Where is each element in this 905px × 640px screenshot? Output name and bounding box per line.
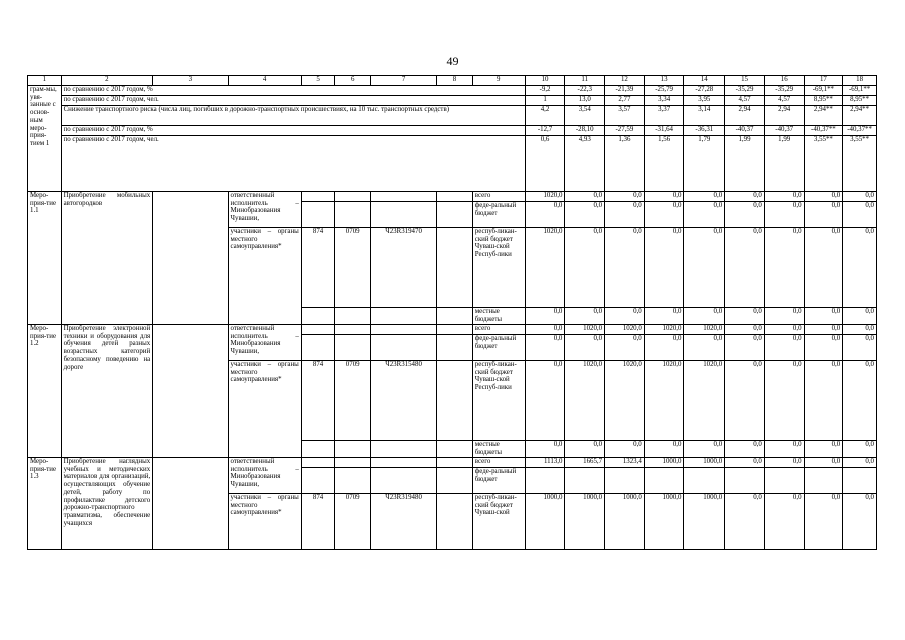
participants: участники – органы местного самоуправления*	[228, 494, 301, 550]
funding-value: 1020,0	[684, 325, 725, 335]
funding-value: 0,0	[843, 441, 877, 458]
indicator-text: по сравнению с 2017 годом, чел.	[61, 136, 525, 192]
funding-value: 1000,0	[684, 494, 725, 550]
funding-value: 0,0	[605, 441, 645, 458]
funding-value: 0,0	[525, 335, 565, 361]
participants: участники – органы местного самоуправления*	[228, 361, 301, 458]
funding-value: 0,0	[764, 308, 804, 325]
empty-cell	[153, 192, 228, 325]
empty-cell	[371, 335, 437, 361]
empty-cell	[371, 202, 437, 228]
funding-value: 0,0	[565, 228, 605, 308]
funding-value: 0,0	[684, 228, 725, 308]
measure-name: Приобретение наглядных учебных и методических материалов для организаций, осуществляющих обучение детей, работу по профилактике детского дорожно-транспортного травматизма, обеспечение учащихся	[61, 458, 153, 550]
funding-value: 0,0	[804, 494, 843, 550]
funding-value: 0,0	[764, 228, 804, 308]
section-code: 0709	[335, 494, 371, 550]
indicator-value: 2,94**	[843, 106, 877, 126]
funding-value: 0,0	[843, 202, 877, 228]
indicator-value: -28,10	[565, 126, 605, 136]
funding-value: 0,0	[843, 192, 877, 202]
grbs-code: 874	[301, 361, 335, 441]
funding-value: 0,0	[565, 308, 605, 325]
empty-cell	[335, 202, 371, 228]
empty-cell	[301, 441, 335, 458]
indicator-value: 3,55**	[804, 136, 843, 192]
indicator-value: 1,56	[644, 136, 684, 192]
funding-value: 0,0	[764, 494, 804, 550]
funding-value: 0,0	[565, 441, 605, 458]
empty-cell	[804, 468, 843, 494]
indicator-value: -40,37	[725, 126, 765, 136]
empty-cell	[335, 335, 371, 361]
funding-source: респуб-ликан-ский бюджет Чуваш-ской	[472, 494, 525, 550]
funding-value: 0,0	[725, 192, 765, 202]
column-number: 9	[472, 76, 525, 86]
funding-row	[28, 192, 877, 202]
empty-cell	[437, 335, 473, 361]
empty-cell	[335, 458, 371, 468]
indicator-text: по сравнению с 2017 годом, %	[61, 126, 525, 136]
funding-value: 0,0	[804, 441, 843, 458]
funding-value: 0,0	[764, 325, 804, 335]
empty-cell	[437, 468, 473, 494]
column-number: 14	[684, 76, 725, 86]
empty-cell	[301, 202, 335, 228]
funding-value: 0,0	[764, 441, 804, 458]
indicator-text: по сравнению с 2017 годом, чел.	[61, 96, 525, 106]
funding-value: 0,0	[764, 361, 804, 441]
funding-value: 1020,0	[565, 361, 605, 441]
indicator-value: 3,55**	[843, 136, 877, 192]
funding-source: феде-ральный бюджет	[472, 202, 525, 228]
column-number: 15	[725, 76, 765, 86]
measure-label: Меро-прия-тие 1.3	[28, 458, 62, 550]
funding-value: 0,0	[644, 441, 684, 458]
empty-cell	[301, 458, 335, 468]
funding-value: 0,0	[725, 335, 765, 361]
funding-value: 0,0	[804, 192, 843, 202]
funding-value: 0,0	[804, 308, 843, 325]
funding-source: всего	[472, 458, 525, 468]
funding-value: 1000,0	[605, 494, 645, 550]
empty-cell	[301, 325, 335, 335]
funding-value: 0,0	[804, 335, 843, 361]
responsible-executor: ответственный исполнитель – Минобразования Чувашии,	[228, 192, 301, 228]
funding-value: 0,0	[565, 335, 605, 361]
funding-value: 0,0	[605, 228, 645, 308]
funding-value: 1020,0	[644, 325, 684, 335]
funding-value: 1020,0	[684, 361, 725, 441]
empty-cell	[335, 441, 371, 458]
target-article-code: Ч23R315480	[371, 361, 437, 441]
indicator-value: 2,94	[764, 106, 804, 126]
funding-value: 0,0	[684, 192, 725, 202]
empty-cell	[437, 361, 473, 441]
indicator-value: 2,94**	[804, 106, 843, 126]
funding-value: 0,0	[804, 458, 843, 468]
indicator-row	[28, 96, 877, 106]
funding-value: 0,0	[725, 202, 765, 228]
funding-value: 0,0	[684, 441, 725, 458]
indicator-row	[28, 106, 877, 126]
funding-value: 1020,0	[605, 361, 645, 441]
indicator-value: 4,57	[764, 96, 804, 106]
funding-value: 1000,0	[525, 494, 565, 550]
empty-cell	[437, 494, 473, 550]
funding-value: 1113,0	[525, 458, 565, 468]
empty-cell	[525, 468, 565, 494]
column-number: 7	[371, 76, 437, 86]
funding-value: 1323,4	[605, 458, 645, 468]
empty-cell	[437, 458, 473, 468]
indicator-value: 3,34	[644, 96, 684, 106]
empty-cell	[764, 468, 804, 494]
empty-cell	[371, 468, 437, 494]
empty-cell	[565, 468, 605, 494]
indicator-value: 3,57	[605, 106, 645, 126]
column-number: 10	[525, 76, 565, 86]
indicator-value: 0,6	[525, 136, 565, 192]
column-number-row	[28, 76, 877, 86]
indicator-row	[28, 136, 877, 192]
funding-value: 0,0	[605, 192, 645, 202]
responsible-executor: ответственный исполнитель – Минобразования Чувашии,	[228, 325, 301, 361]
funding-value: 0,0	[684, 308, 725, 325]
funding-value: 1000,0	[684, 458, 725, 468]
funding-value: 1020,0	[644, 361, 684, 441]
measure-label: Меро-прия-тие 1.1	[28, 192, 62, 325]
funding-source: всего	[472, 325, 525, 335]
funding-value: 0,0	[565, 202, 605, 228]
column-number: 4	[228, 76, 301, 86]
indicator-value: -69,1**	[843, 86, 877, 96]
indicator-value: -31,64	[644, 126, 684, 136]
target-article-code: Ч23R319480	[371, 494, 437, 550]
indicator-value: 4,57	[725, 96, 765, 106]
funding-value: 1020,0	[525, 192, 565, 202]
section-code: 0709	[335, 361, 371, 441]
indicator-value: 4,93	[565, 136, 605, 192]
responsible-executor: ответственный исполнитель – Минобразования Чувашии,	[228, 458, 301, 494]
column-number: 2	[61, 76, 153, 86]
funding-value: 0,0	[843, 228, 877, 308]
funding-value: 0,0	[644, 228, 684, 308]
indicator-value: 1,99	[764, 136, 804, 192]
funding-row	[28, 325, 877, 335]
indicator-row	[28, 86, 877, 96]
funding-value: 0,0	[525, 325, 565, 335]
funding-value: 0,0	[684, 202, 725, 228]
indicator-row	[28, 126, 877, 136]
empty-cell	[684, 468, 725, 494]
measure-name: Приобретение электронной техники и оборудования для обучения детей разных возрастных категорий безопасному поведению на дороге	[61, 325, 153, 458]
funding-value: 0,0	[843, 458, 877, 468]
indicator-value: -12,7	[525, 126, 565, 136]
empty-cell	[437, 228, 473, 308]
funding-value: 0,0	[605, 202, 645, 228]
grbs-code: 874	[301, 494, 335, 550]
empty-cell	[153, 325, 228, 458]
indicator-value: -40,37**	[843, 126, 877, 136]
funding-value: 0,0	[644, 192, 684, 202]
program-table	[27, 75, 877, 550]
funding-value: 0,0	[843, 335, 877, 361]
indicator-value: 1,99	[725, 136, 765, 192]
indicator-value: 8,95**	[843, 96, 877, 106]
funding-value: 0,0	[764, 202, 804, 228]
funding-value: 0,0	[843, 361, 877, 441]
funding-value: 1000,0	[644, 458, 684, 468]
indicator-value: 2,77	[605, 96, 645, 106]
funding-value: 0,0	[605, 308, 645, 325]
funding-value: 0,0	[804, 325, 843, 335]
participants: участники – органы местного самоуправления*	[228, 228, 301, 325]
funding-value: 0,0	[804, 228, 843, 308]
indicator-value: -21,39	[605, 86, 645, 96]
indicator-value: 3,95	[684, 96, 725, 106]
empty-cell	[335, 468, 371, 494]
indicator-value: -40,37	[764, 126, 804, 136]
page-number: 49	[446, 54, 459, 68]
indicator-value: 4,2	[525, 106, 565, 126]
column-number: 13	[644, 76, 684, 86]
column-number: 8	[437, 76, 473, 86]
indicator-value: 8,95**	[804, 96, 843, 106]
funding-source: респуб-ликан-ский бюджет Чуваш-ской Респуб-лики	[472, 361, 525, 441]
empty-cell	[153, 458, 228, 550]
indicator-value: -69,1**	[804, 86, 843, 96]
empty-cell	[371, 325, 437, 335]
column-number: 18	[843, 76, 877, 86]
empty-cell	[371, 192, 437, 202]
funding-value: 0,0	[605, 335, 645, 361]
funding-value: 0,0	[725, 308, 765, 325]
indicator-value: 3,54	[565, 106, 605, 126]
indicator-value: -35,29	[725, 86, 765, 96]
empty-cell	[335, 308, 371, 325]
empty-cell	[644, 468, 684, 494]
empty-cell	[437, 308, 473, 325]
funding-value: 0,0	[843, 325, 877, 335]
indicator-value: -40,37**	[804, 126, 843, 136]
funding-value: 0,0	[764, 192, 804, 202]
funding-value: 0,0	[764, 458, 804, 468]
funding-value: 1665,7	[565, 458, 605, 468]
funding-value: 0,0	[525, 308, 565, 325]
funding-value: 0,0	[804, 202, 843, 228]
funding-value: 0,0	[565, 192, 605, 202]
target-article-code: Ч23R319470	[371, 228, 437, 308]
funding-value: 0,0	[725, 494, 765, 550]
funding-value: 0,0	[644, 202, 684, 228]
funding-value: 1020,0	[605, 325, 645, 335]
empty-cell	[371, 308, 437, 325]
indicator-value: -25,79	[644, 86, 684, 96]
column-number: 6	[335, 76, 371, 86]
funding-source: феде-ральный бюджет	[472, 468, 525, 494]
measure-label: Меро-прия-тие 1.2	[28, 325, 62, 458]
funding-value: 0,0	[725, 361, 765, 441]
indicator-value: 1,79	[684, 136, 725, 192]
funding-source: респуб-ликан-ский бюджет Чуваш-ской Респуб-лики	[472, 228, 525, 308]
empty-cell	[437, 192, 473, 202]
empty-cell	[437, 441, 473, 458]
column-number: 17	[804, 76, 843, 86]
funding-value: 0,0	[525, 441, 565, 458]
grbs-code: 874	[301, 228, 335, 308]
funding-value: 0,0	[725, 325, 765, 335]
indicator-value: 2,94	[725, 106, 765, 126]
funding-value: 0,0	[725, 458, 765, 468]
funding-value: 0,0	[725, 228, 765, 308]
section-code: 0709	[335, 228, 371, 308]
column-number: 5	[301, 76, 335, 86]
indicator-value: 3,14	[684, 106, 725, 126]
funding-value: 1020,0	[565, 325, 605, 335]
column-number: 1	[28, 76, 62, 86]
funding-value: 0,0	[843, 494, 877, 550]
funding-value: 0,0	[525, 361, 565, 441]
indicator-text: Снижение транспортного риска (числа лиц, погибших в дорожно-транспортных происшествиях, на 10 тыс. транспортных средств)	[61, 106, 525, 126]
empty-cell	[301, 308, 335, 325]
indicator-section-label: грам-мы, увя-занные с основ-ным меро-прия-тием 1	[28, 86, 62, 192]
funding-value: 0,0	[525, 202, 565, 228]
empty-cell	[301, 192, 335, 202]
funding-value: 0,0	[804, 361, 843, 441]
funding-source: феде-ральный бюджет	[472, 335, 525, 361]
funding-value: 1000,0	[565, 494, 605, 550]
column-number: 11	[565, 76, 605, 86]
empty-cell	[301, 335, 335, 361]
empty-cell	[725, 468, 765, 494]
funding-value: 0,0	[764, 335, 804, 361]
column-number: 12	[605, 76, 645, 86]
funding-value: 0,0	[644, 308, 684, 325]
indicator-text: по сравнению с 2017 годом, %	[61, 86, 525, 96]
funding-source: местные бюджеты	[472, 441, 525, 458]
indicator-value: -22,3	[565, 86, 605, 96]
indicator-value: 1	[525, 96, 565, 106]
indicator-value: 1,36	[605, 136, 645, 192]
empty-cell	[371, 458, 437, 468]
indicator-value: -27,59	[605, 126, 645, 136]
funding-value: 1000,0	[644, 494, 684, 550]
indicator-value: -36,31	[684, 126, 725, 136]
funding-value: 0,0	[725, 441, 765, 458]
indicator-value: -9,2	[525, 86, 565, 96]
funding-value: 0,0	[843, 308, 877, 325]
indicator-value: 3,37	[644, 106, 684, 126]
column-number: 16	[764, 76, 804, 86]
funding-value: 1020,0	[525, 228, 565, 308]
empty-cell	[605, 468, 645, 494]
indicator-value: 13,0	[565, 96, 605, 106]
funding-value: 0,0	[684, 335, 725, 361]
empty-cell	[371, 441, 437, 458]
empty-cell	[335, 325, 371, 335]
empty-cell	[437, 325, 473, 335]
indicator-value: -27,28	[684, 86, 725, 96]
empty-cell	[335, 192, 371, 202]
empty-cell	[843, 468, 877, 494]
column-number: 3	[153, 76, 228, 86]
funding-row	[28, 458, 877, 468]
indicator-value: -35,29	[764, 86, 804, 96]
funding-source: всего	[472, 192, 525, 202]
measure-name: Приобретение мобильных автогородков	[61, 192, 153, 325]
funding-value: 0,0	[644, 335, 684, 361]
empty-cell	[437, 202, 473, 228]
funding-source: местные бюджеты	[472, 308, 525, 325]
empty-cell	[301, 468, 335, 494]
